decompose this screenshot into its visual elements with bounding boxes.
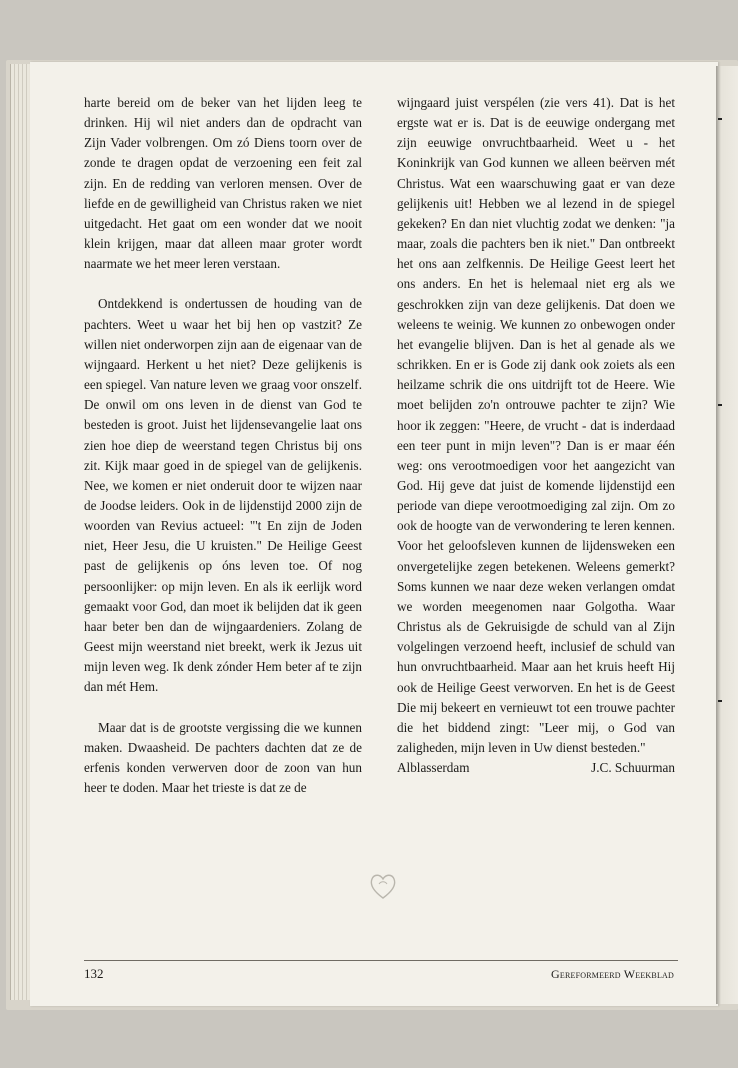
page-number: 132	[84, 966, 104, 981]
facing-page-mark	[718, 118, 722, 120]
running-foot: Gereformeerd Weekblad	[551, 967, 674, 981]
paragraph: Ontdekkend is ondertussen de houding van de pachters. Weet u waar het bij hen op vastzit? Ze willen niet onderworpen zijn aan de eigenaar van de wijngaard. Herkent u het niet? Deze gelijkenis is een spiegel. Van nature leven we graag voor onszelf. De onwil om ons leven in de dienst van God te besteden is groot. Juist het lijdensevangelie laat ons zien hoe diep de weerstand tegen Christus bij ons zit. Kijk maar goed in de spiegel van de gelijkenis. Nee, we komen er niet onderuit door te wijzen naar de Joodse leiders. Ook in de lijdenstijd 2000 zijn de woorden van Revius actueel: "'t En zijn de Joden niet, Heer Jesu, die U kruisten." De Heilige Geest past de gelijkenis op óns leven toe. Of nog persoonlijker: op mijn leven. En als ik eerlijk word gemaakt voor God, dan moet ik belijden dat ik geen haar beter ben dan de wijngaardeniers. Zolang de Geest mijn weerstand niet breekt, werk ik Jezus uit mijn leven weg. Ik denk zónder Hem beter af te zijn dan mét Hem.	[84, 296, 362, 695]
paragraph: harte bereid om de beker van het lijden leeg te drinken. Hij wil niet anders dan de opdracht van Zijn Vader volbrengen. Om zó Diens toorn over de zonde te dragen opdat de verzoening een feit zal zijn. En de redding van verloren mensen. Over de liefde en de gewilligheid van Christus raken we niet uitgedacht. Het gaat om een wonder dat we nooit klein krijgen, maar dat alleen maar groter wordt naarmate we het meer leren verstaan.	[84, 95, 362, 272]
facing-page-mark	[718, 404, 722, 406]
signature-author: J.C. Schuurman	[591, 760, 675, 776]
signature	[397, 758, 675, 778]
signature-place: Alblasserdam	[397, 760, 470, 776]
left-column	[84, 93, 362, 798]
paragraph: wijngaard juist verspélen (zie vers 41). Dat is het ergste wat er is. Dat is de eeuwige ondergang met zijn eeuwige onvruchtbaarheid. Weet u - het Koninkrijk van God kunnen we alleen beërven mét Christus. Wat een waarschuwing gaat er van deze gelijkenis uit! Hebben we al lezend in de spiegel gekeken? En dan niet vluchtig zodat we denken: "ja maar, zoals die pachters ben ik niet." Dan ontbreekt het ons aan zelfkennis. De Heilige Geest leert het ons anders. En het is helemaal niet erg als we geschrokken zijn van deze gelijkenis. Dat doen we weleens te weinig. We kunnen zo onbewogen onder het evangelie blijven. Dan is het al genade als we schrikken. En er is Gode zij dank ook zoiets als een heilzame schrik die ons uitdrijft tot de Heere. Wie moet belijden zo'n ontrouwe pachter te zijn? Wie hoor ik zeggen: "Heere, de vrucht - dat is inderdaad een teer punt in mijn leven"? Dan is er maar één weg: ons verootmoedigen voor het aangezicht van God. Hij geve dat juist de komende lijdenstijd een periode van diepe verootmoediging zal zijn. Om zo ook de hoogte van de verwondering te leren kennen. Voor het geloofsleven kunnen de lijdensweken een onvergetelijke zegen betekenen. Weleens gemerkt? Soms kunnen we naar deze weken verlangen omdat we worden meegenomen naar Golgotha. Waar Christus als de Gekruisigde de schuld van al Zijn volgelingen verzoend heeft, inclusief de schuld van hun onvruchtbaarheid. Maar aan het kruis heeft Hij ook de Heilige Geest verworven. En het is de Geest Die mij bekeert en vernieuwt tot een trouwe pachter die het biddend zingt: "Leer mij, o God van zaligheden, mijn leven in Uw dienst besteden."	[397, 95, 675, 755]
facing-page-mark	[718, 700, 722, 702]
heart-ornament-icon	[368, 870, 398, 902]
footer-rule	[84, 960, 678, 961]
paragraph: Maar dat is de grootste vergissing die we kunnen maken. Dwaasheid. De pachters dachten dat ze de erfenis konden verwerven door de zoon van hun heer te doden. Maar het trieste is dat ze de	[84, 719, 362, 795]
facing-page-edge	[716, 66, 738, 1004]
right-column	[397, 93, 675, 778]
